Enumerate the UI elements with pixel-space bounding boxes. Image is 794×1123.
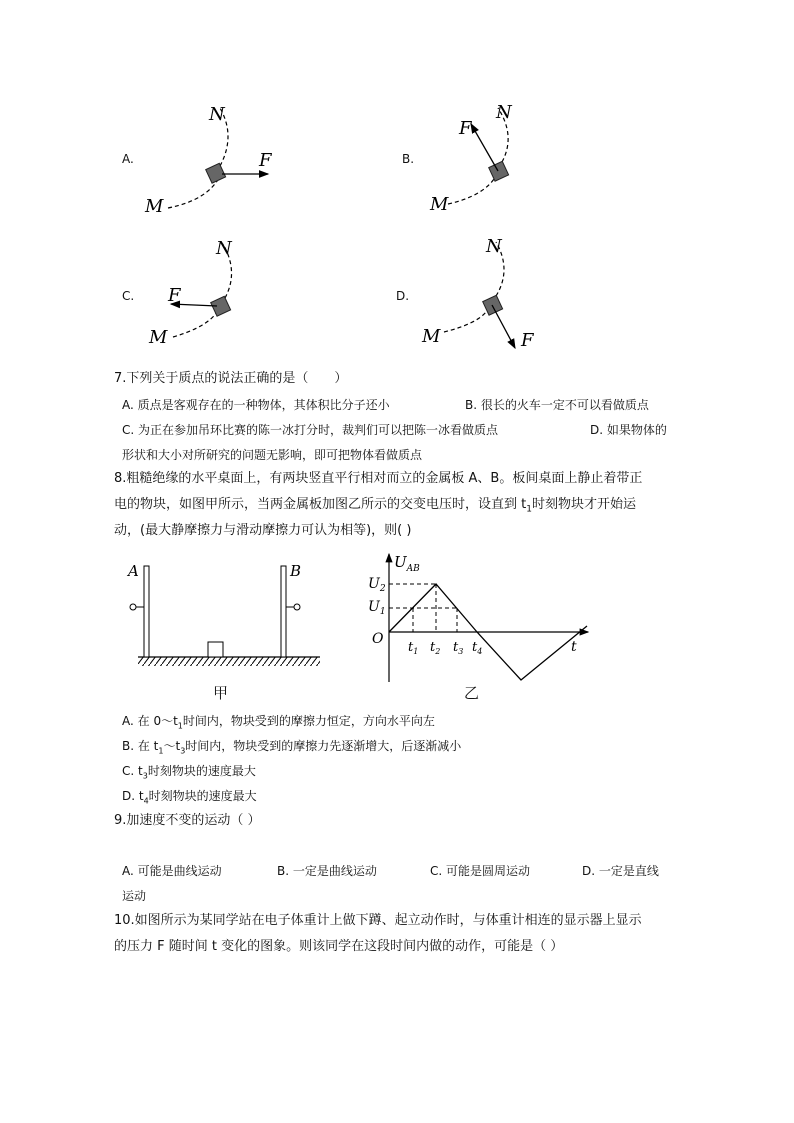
figure-option-c [145, 232, 270, 352]
tick-t1: $t_1$ [408, 640, 419, 656]
q8-option-b: B. 在 $t_1\sim t_3$时间内，物块受到的摩擦力先逐渐增大，后逐渐减小 [122, 739, 462, 756]
origin-label: O [372, 631, 384, 647]
q7-option-d-cont: 形状和大小对所研究的问题无影响，即可把物体看做质点 [122, 448, 423, 462]
u1-label: $U_1$ [368, 599, 386, 617]
label-m: M [145, 196, 164, 217]
q8-option-d: D. $t_4$时刻物块的速度最大 [122, 789, 257, 806]
terminal-b [294, 604, 300, 610]
option-c-label: C. [122, 289, 135, 303]
block [489, 161, 509, 181]
option-d-label: D. [396, 289, 410, 303]
label-n: N [496, 102, 512, 123]
plate-a [144, 566, 149, 657]
force-arrow [492, 305, 515, 348]
caption-jia: 甲 [213, 684, 229, 702]
label-b: B [290, 562, 302, 580]
block [206, 163, 226, 183]
q7-option-d: D. 如果物体的 [590, 423, 667, 437]
caption-yi: 乙 [464, 684, 480, 702]
force-arrow [471, 124, 498, 171]
x-axis-label: t [571, 639, 577, 655]
label-m: M [430, 194, 449, 215]
label-m: M [422, 326, 441, 347]
q10-stem-line2: 的压力 F 随时间 t 变化的图象。则该同学在这段时间内做的动作，可能是（ ） [114, 939, 564, 954]
q9-option-d: D. 一定是直线 [582, 864, 659, 878]
q9-option-d-cont: 运动 [122, 889, 147, 903]
label-f: F [459, 118, 472, 139]
q8-stem-line2: 电的物块，如图甲所示，当两金属板加图乙所示的交变电压时，设直到 $t_1$时刻物块才开始运 [114, 497, 636, 515]
terminal-a [130, 604, 136, 610]
figure-option-b [424, 96, 534, 216]
q9-option-b: B. 一定是曲线运动 [277, 864, 377, 878]
option-a-label: A. [122, 152, 134, 166]
label-n: N [216, 238, 232, 259]
label-f: F [521, 330, 534, 351]
q10-stem-line1: 10.如图所示为某同学站在电子体重计上做下蹲、起立动作时，与体重计相连的显示器上显示 [114, 913, 642, 928]
option-b-label: B. [402, 152, 415, 166]
label-f: F [168, 285, 181, 306]
figure-yi [366, 548, 596, 688]
label-f: F [259, 150, 272, 171]
y-axis-label: $U_{AB}$ [394, 553, 420, 574]
tick-t2: $t_2$ [430, 640, 441, 656]
label-m: M [149, 327, 168, 348]
q8-option-c: C. $t_3$时刻物块的速度最大 [122, 764, 256, 781]
label-n: N [486, 236, 502, 257]
q9-option-a: A. 可能是曲线运动 [122, 864, 222, 878]
figure-option-d [420, 228, 540, 356]
tick-t4: $t_4$ [472, 640, 483, 656]
q9-option-c: C. 可能是圆周运动 [430, 864, 531, 878]
q7-option-c: C. 为正在参加吊环比赛的陈一冰打分时，裁判们可以把陈一冰看做质点 [122, 423, 499, 437]
q8-stem-line1: 8.粗糙绝缘的水平桌面上，有两块竖直平行相对而立的金属板 A、B。板间桌面上静止着带正 [114, 471, 643, 486]
q7-option-a: A. 质点是客观存在的一种物体，其体积比分子还小 [122, 398, 390, 412]
table-hatch [138, 657, 320, 666]
plate-b [281, 566, 286, 657]
q8-stem-line3: 动，(最大静摩擦力与滑动摩擦力可认为相等)，则( ) [114, 523, 412, 538]
figure-jia [126, 560, 326, 700]
q9-stem: 9.加速度不变的运动（ ） [114, 813, 261, 828]
q8-option-a: A. 在 $0\sim t_1$时间内，物块受到的摩擦力恒定，方向水平向左 [122, 714, 435, 731]
tick-t3: $t_3$ [453, 640, 464, 656]
label-a: A [128, 562, 139, 580]
label-n: N [209, 104, 225, 125]
figure-option-a [138, 96, 288, 221]
u2-label: $U_2$ [368, 576, 386, 594]
q7-stem: 7.下列关于质点的说法正确的是（ ） [114, 371, 348, 386]
charged-block [208, 642, 223, 657]
q7-option-b: B. 很长的火车一定不可以看做质点 [465, 398, 649, 412]
